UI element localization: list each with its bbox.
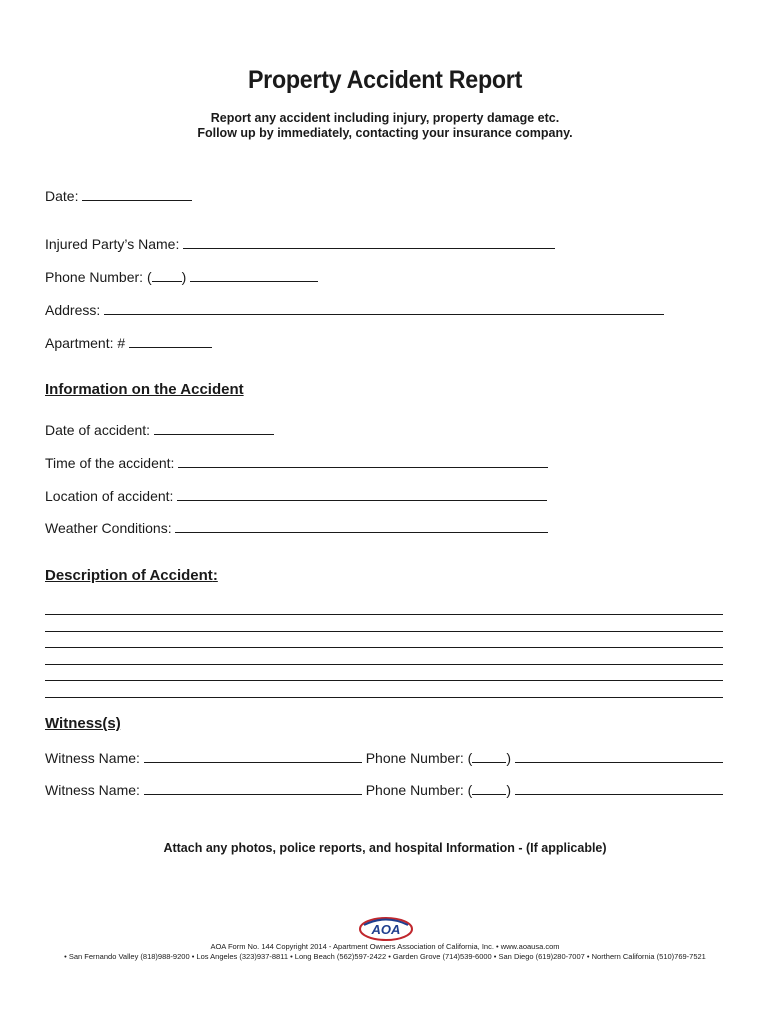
- witness-phone-close-paren: ): [506, 750, 511, 766]
- witness-area-code-blank[interactable]: [472, 780, 506, 795]
- witness-phone-blank[interactable]: [515, 780, 723, 795]
- witness-phone-blank[interactable]: [515, 748, 723, 763]
- date-of-accident-blank[interactable]: [154, 420, 274, 435]
- witness-phone-label: Phone Number: (: [365, 750, 473, 766]
- aoa-logo-text: AOA: [371, 922, 401, 937]
- date-of-accident-label: Date of accident:: [45, 422, 151, 438]
- location-blank[interactable]: [177, 486, 547, 501]
- instruction-line-1: Report any accident including injury, property damage etc.: [210, 111, 560, 125]
- witness-phone-close-paren: ): [506, 782, 511, 798]
- weather-field: [45, 518, 548, 536]
- date-of-accident-field: [45, 420, 274, 438]
- description-line[interactable]: [45, 631, 723, 632]
- description-line[interactable]: [45, 697, 723, 698]
- phone-field: [45, 267, 318, 285]
- address-label: Address:: [45, 302, 101, 318]
- witness-name-blank[interactable]: [144, 748, 362, 763]
- section-description: [45, 567, 218, 584]
- time-of-accident-field: [45, 453, 548, 471]
- instruction-line-2: Follow up by immediately, contacting your insurance company.: [197, 126, 573, 140]
- witness-row-2: [45, 780, 723, 798]
- injured-party-label: Injured Party’s Name:: [45, 236, 180, 252]
- witness-name-blank[interactable]: [144, 780, 362, 795]
- witness-row-1: [45, 748, 723, 766]
- attach-note: Attach any photos, police reports, and hospital Information - (If applicable): [163, 841, 607, 855]
- description-line[interactable]: [45, 680, 723, 681]
- footer-offices: • San Fernando Valley (818)988-9200 • Los Angeles (323)937-8811 • Long Beach (562)597-2422 • Garden Grove (714)539-6000 • San Diego (619)280-7007 • Northern California (510)769-7521: [64, 952, 706, 961]
- date-field: [45, 186, 192, 204]
- date-label: Date:: [45, 188, 79, 204]
- description-line[interactable]: [45, 664, 723, 665]
- section-description-colon: :: [212, 567, 218, 584]
- address-blank[interactable]: [104, 300, 664, 315]
- witness-area-code-blank[interactable]: [472, 748, 506, 763]
- injured-party-field: [45, 234, 555, 252]
- form-title: Property Accident Report: [247, 66, 523, 94]
- witness-name-label: Witness Name:: [45, 782, 140, 798]
- location-label: Location of accident:: [45, 488, 174, 504]
- weather-blank[interactable]: [175, 518, 548, 533]
- apartment-field: [45, 333, 212, 351]
- area-code-blank[interactable]: [152, 267, 182, 282]
- description-line[interactable]: [45, 647, 723, 648]
- section-accident-info: Information on the Accident: [45, 381, 244, 398]
- weather-label: Weather Conditions:: [45, 520, 172, 536]
- description-line[interactable]: [45, 614, 723, 615]
- apartment-blank[interactable]: [129, 333, 212, 348]
- apartment-label: Apartment: #: [45, 335, 126, 351]
- witness-name-label: Witness Name:: [45, 750, 140, 766]
- footer-copyright: AOA Form No. 144 Copyright 2014 - Apartment Owners Association of California, Inc. • www.aoausa.com: [210, 942, 560, 951]
- location-field: [45, 486, 547, 504]
- date-blank[interactable]: [82, 186, 192, 201]
- phone-label: Phone Number: (: [45, 269, 152, 285]
- witness-phone-label: Phone Number: (: [365, 782, 473, 798]
- phone-close-paren: ): [181, 269, 187, 285]
- section-witnesses: Witness(s): [45, 715, 121, 732]
- time-of-accident-label: Time of the accident:: [45, 455, 175, 471]
- address-field: [45, 300, 664, 318]
- phone-blank[interactable]: [190, 267, 318, 282]
- injured-party-blank[interactable]: [183, 234, 555, 249]
- time-of-accident-blank[interactable]: [178, 453, 548, 468]
- section-description-label: Description of Accident: [45, 567, 213, 584]
